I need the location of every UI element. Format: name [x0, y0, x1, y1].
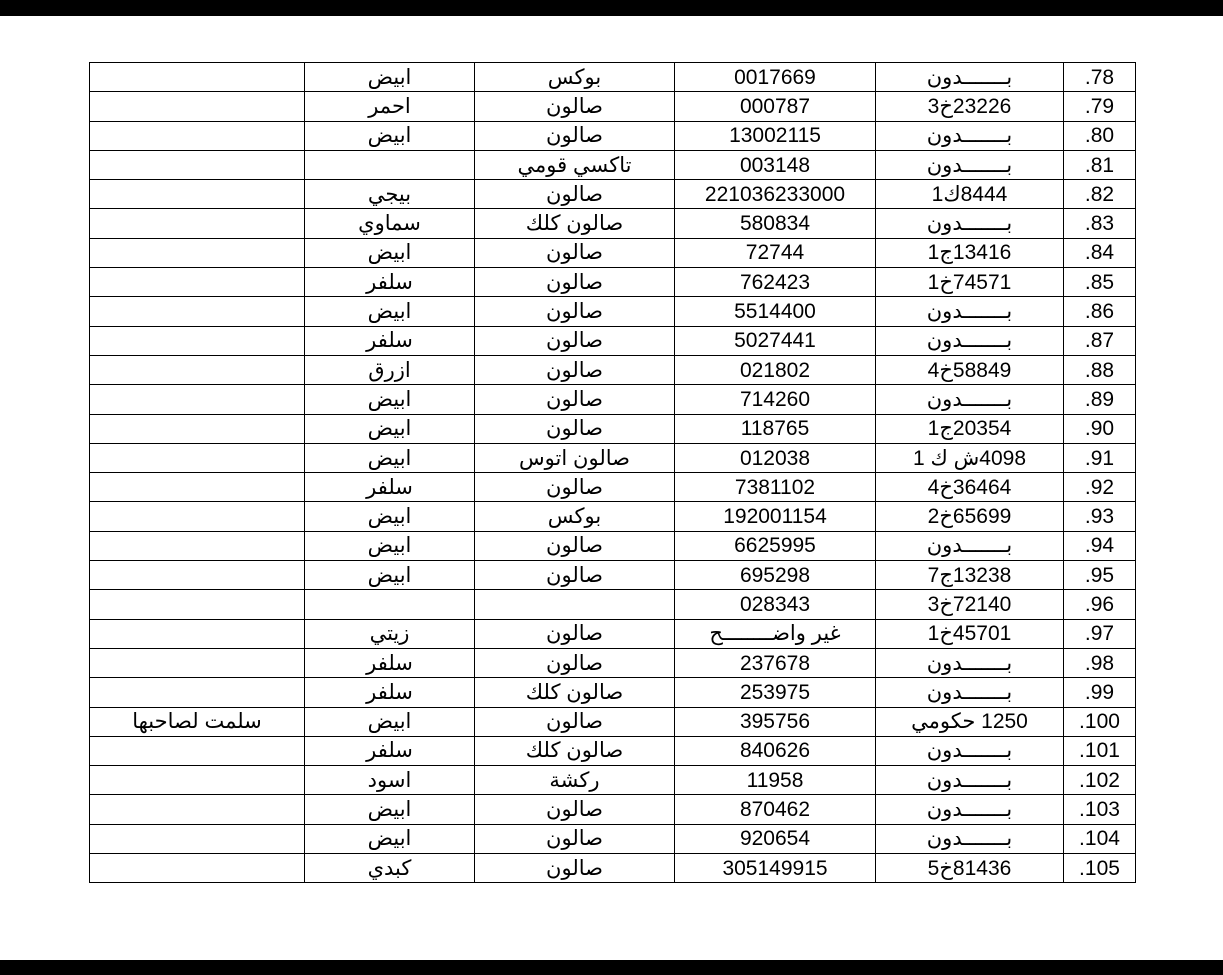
- table-row: [90, 707, 1136, 736]
- table-row: [90, 473, 1136, 502]
- serial-number-cell: 5027441: [675, 326, 876, 355]
- note-cell: [90, 443, 305, 472]
- serial-number-cell: 714260: [675, 385, 876, 414]
- plate-number-cell: بـــــــدون: [876, 63, 1064, 92]
- row-number-cell: 104.: [1064, 824, 1136, 853]
- row-number-cell: 98.: [1064, 648, 1136, 677]
- top-black-border: [0, 0, 1223, 16]
- note-cell: [90, 385, 305, 414]
- note-cell: [90, 238, 305, 267]
- serial-number-cell: 5514400: [675, 297, 876, 326]
- serial-number-cell: 6625995: [675, 531, 876, 560]
- vehicle-type-cell: صالون: [475, 648, 675, 677]
- plate-number-cell: بـــــــدون: [876, 297, 1064, 326]
- plate-number-cell: 13238ج7: [876, 561, 1064, 590]
- row-number-cell: 83.: [1064, 209, 1136, 238]
- vehicle-type-cell: صالون كلك: [475, 678, 675, 707]
- color-cell: سماوي: [305, 209, 475, 238]
- plate-number-cell: بـــــــدون: [876, 385, 1064, 414]
- records-table: [89, 62, 1136, 883]
- vehicle-type-cell: صالون: [475, 473, 675, 502]
- plate-number-cell: بـــــــدون: [876, 150, 1064, 179]
- table-row: [90, 531, 1136, 560]
- color-cell: ازرق: [305, 355, 475, 384]
- note-cell: [90, 648, 305, 677]
- note-cell: [90, 121, 305, 150]
- vehicle-type-cell: صالون: [475, 619, 675, 648]
- row-number-cell: 90.: [1064, 414, 1136, 443]
- row-number-cell: 94.: [1064, 531, 1136, 560]
- serial-number-cell: 920654: [675, 824, 876, 853]
- table-row: [90, 824, 1136, 853]
- serial-number-cell: 192001154: [675, 502, 876, 531]
- plate-number-cell: 65699خ2: [876, 502, 1064, 531]
- note-cell: [90, 854, 305, 883]
- vehicle-type-cell: صالون: [475, 297, 675, 326]
- table-row: [90, 590, 1136, 619]
- vehicle-type-cell: صالون: [475, 707, 675, 736]
- plate-number-cell: بـــــــدون: [876, 678, 1064, 707]
- note-cell: [90, 150, 305, 179]
- plate-number-cell: 20354ج1: [876, 414, 1064, 443]
- table-row: [90, 443, 1136, 472]
- vehicle-type-cell: صالون: [475, 121, 675, 150]
- plate-number-cell: بـــــــدون: [876, 326, 1064, 355]
- row-number-cell: 85.: [1064, 268, 1136, 297]
- table-row: [90, 736, 1136, 765]
- table-row: [90, 795, 1136, 824]
- table-row: [90, 619, 1136, 648]
- serial-number-cell: 237678: [675, 648, 876, 677]
- table-row: [90, 502, 1136, 531]
- vehicle-type-cell: صالون: [475, 180, 675, 209]
- serial-number-cell: 003148: [675, 150, 876, 179]
- vehicle-type-cell: صالون: [475, 824, 675, 853]
- note-cell: [90, 619, 305, 648]
- color-cell: ابيض: [305, 385, 475, 414]
- table-row: [90, 648, 1136, 677]
- note-cell: [90, 531, 305, 560]
- serial-number-cell: 840626: [675, 736, 876, 765]
- serial-number-cell: 305149915: [675, 854, 876, 883]
- serial-number-cell: 012038: [675, 443, 876, 472]
- row-number-cell: 91.: [1064, 443, 1136, 472]
- plate-number-cell: 1250 حكومي: [876, 707, 1064, 736]
- vehicle-type-cell: بوكس: [475, 502, 675, 531]
- plate-number-cell: بـــــــدون: [876, 824, 1064, 853]
- color-cell: كبدي: [305, 854, 475, 883]
- plate-number-cell: 4098ش ك 1: [876, 443, 1064, 472]
- row-number-cell: 84.: [1064, 238, 1136, 267]
- table-row: [90, 355, 1136, 384]
- bottom-black-border: [0, 960, 1223, 975]
- plate-number-cell: بـــــــدون: [876, 766, 1064, 795]
- color-cell: ابيض: [305, 795, 475, 824]
- vehicle-type-cell: بوكس: [475, 63, 675, 92]
- color-cell: [305, 150, 475, 179]
- color-cell: بيجي: [305, 180, 475, 209]
- color-cell: سلفر: [305, 326, 475, 355]
- table-row: [90, 678, 1136, 707]
- color-cell: ابيض: [305, 238, 475, 267]
- plate-number-cell: 36464خ4: [876, 473, 1064, 502]
- table-row: [90, 121, 1136, 150]
- color-cell: سلفر: [305, 268, 475, 297]
- color-cell: سلفر: [305, 648, 475, 677]
- vehicle-type-cell: صالون: [475, 385, 675, 414]
- serial-number-cell: غير واضــــــــح: [675, 619, 876, 648]
- vehicle-type-cell: صالون: [475, 414, 675, 443]
- row-number-cell: 78.: [1064, 63, 1136, 92]
- row-number-cell: 96.: [1064, 590, 1136, 619]
- table-row: [90, 209, 1136, 238]
- color-cell: ابيض: [305, 707, 475, 736]
- plate-number-cell: 8444ك1: [876, 180, 1064, 209]
- row-number-cell: 103.: [1064, 795, 1136, 824]
- vehicle-type-cell: صالون: [475, 92, 675, 121]
- color-cell: [305, 590, 475, 619]
- color-cell: ابيض: [305, 414, 475, 443]
- note-cell: [90, 736, 305, 765]
- table-row: [90, 297, 1136, 326]
- serial-number-cell: 11958: [675, 766, 876, 795]
- color-cell: اسود: [305, 766, 475, 795]
- table-row: [90, 268, 1136, 297]
- row-number-cell: 86.: [1064, 297, 1136, 326]
- row-number-cell: 87.: [1064, 326, 1136, 355]
- color-cell: ابيض: [305, 443, 475, 472]
- row-number-cell: 82.: [1064, 180, 1136, 209]
- serial-number-cell: 0017669: [675, 63, 876, 92]
- table-row: [90, 385, 1136, 414]
- note-cell: [90, 473, 305, 502]
- row-number-cell: 80.: [1064, 121, 1136, 150]
- note-cell: [90, 824, 305, 853]
- records-table-body: [90, 63, 1136, 883]
- note-cell: [90, 92, 305, 121]
- plate-number-cell: 45701خ1: [876, 619, 1064, 648]
- row-number-cell: 101.: [1064, 736, 1136, 765]
- vehicle-type-cell: صالون: [475, 326, 675, 355]
- vehicle-type-cell: صالون اتوس: [475, 443, 675, 472]
- color-cell: زيتي: [305, 619, 475, 648]
- row-number-cell: 105.: [1064, 854, 1136, 883]
- note-cell: [90, 326, 305, 355]
- row-number-cell: 93.: [1064, 502, 1136, 531]
- table-row: [90, 63, 1136, 92]
- table-row: [90, 414, 1136, 443]
- vehicle-type-cell: [475, 590, 675, 619]
- vehicle-type-cell: صالون: [475, 531, 675, 560]
- row-number-cell: 102.: [1064, 766, 1136, 795]
- vehicle-type-cell: تاكسي قومي: [475, 150, 675, 179]
- note-cell: [90, 561, 305, 590]
- table-row: [90, 326, 1136, 355]
- note-cell: [90, 795, 305, 824]
- row-number-cell: 79.: [1064, 92, 1136, 121]
- vehicle-type-cell: صالون: [475, 854, 675, 883]
- plate-number-cell: بـــــــدون: [876, 121, 1064, 150]
- row-number-cell: 81.: [1064, 150, 1136, 179]
- serial-number-cell: 580834: [675, 209, 876, 238]
- note-cell: [90, 63, 305, 92]
- plate-number-cell: بـــــــدون: [876, 795, 1064, 824]
- row-number-cell: 95.: [1064, 561, 1136, 590]
- serial-number-cell: 13002115: [675, 121, 876, 150]
- color-cell: ابيض: [305, 531, 475, 560]
- row-number-cell: 92.: [1064, 473, 1136, 502]
- serial-number-cell: 221036233000: [675, 180, 876, 209]
- note-cell: [90, 502, 305, 531]
- serial-number-cell: 870462: [675, 795, 876, 824]
- row-number-cell: 99.: [1064, 678, 1136, 707]
- color-cell: ابيض: [305, 63, 475, 92]
- note-cell: [90, 590, 305, 619]
- table-row: [90, 561, 1136, 590]
- table-row: [90, 92, 1136, 121]
- plate-number-cell: 72140خ3: [876, 590, 1064, 619]
- table-row: [90, 180, 1136, 209]
- vehicle-type-cell: صالون: [475, 238, 675, 267]
- serial-number-cell: 72744: [675, 238, 876, 267]
- note-cell: سلمت لصاحبها: [90, 707, 305, 736]
- plate-number-cell: 23226خ3: [876, 92, 1064, 121]
- note-cell: [90, 297, 305, 326]
- document-page: [0, 16, 1223, 960]
- color-cell: احمر: [305, 92, 475, 121]
- color-cell: ابيض: [305, 297, 475, 326]
- note-cell: [90, 209, 305, 238]
- table-row: [90, 150, 1136, 179]
- plate-number-cell: 13416ج1: [876, 238, 1064, 267]
- vehicle-type-cell: صالون: [475, 355, 675, 384]
- row-number-cell: 89.: [1064, 385, 1136, 414]
- row-number-cell: 100.: [1064, 707, 1136, 736]
- note-cell: [90, 268, 305, 297]
- plate-number-cell: 74571خ1: [876, 268, 1064, 297]
- color-cell: سلفر: [305, 678, 475, 707]
- vehicle-type-cell: صالون: [475, 561, 675, 590]
- serial-number-cell: 695298: [675, 561, 876, 590]
- serial-number-cell: 000787: [675, 92, 876, 121]
- vehicle-type-cell: صالون كلك: [475, 209, 675, 238]
- plate-number-cell: بـــــــدون: [876, 648, 1064, 677]
- serial-number-cell: 021802: [675, 355, 876, 384]
- vehicle-type-cell: صالون: [475, 268, 675, 297]
- serial-number-cell: 762423: [675, 268, 876, 297]
- note-cell: [90, 355, 305, 384]
- plate-number-cell: بـــــــدون: [876, 531, 1064, 560]
- plate-number-cell: بـــــــدون: [876, 209, 1064, 238]
- color-cell: ابيض: [305, 121, 475, 150]
- plate-number-cell: 81436خ5: [876, 854, 1064, 883]
- vehicle-type-cell: ركشة: [475, 766, 675, 795]
- note-cell: [90, 678, 305, 707]
- table-row: [90, 854, 1136, 883]
- table-row: [90, 766, 1136, 795]
- color-cell: ابيض: [305, 502, 475, 531]
- vehicle-type-cell: صالون كلك: [475, 736, 675, 765]
- note-cell: [90, 180, 305, 209]
- serial-number-cell: 118765: [675, 414, 876, 443]
- color-cell: سلفر: [305, 736, 475, 765]
- serial-number-cell: 7381102: [675, 473, 876, 502]
- row-number-cell: 88.: [1064, 355, 1136, 384]
- table-row: [90, 238, 1136, 267]
- plate-number-cell: 58849خ4: [876, 355, 1064, 384]
- note-cell: [90, 766, 305, 795]
- serial-number-cell: 028343: [675, 590, 876, 619]
- color-cell: ابيض: [305, 824, 475, 853]
- color-cell: ابيض: [305, 561, 475, 590]
- vehicle-type-cell: صالون: [475, 795, 675, 824]
- row-number-cell: 97.: [1064, 619, 1136, 648]
- plate-number-cell: بـــــــدون: [876, 736, 1064, 765]
- serial-number-cell: 253975: [675, 678, 876, 707]
- color-cell: سلفر: [305, 473, 475, 502]
- note-cell: [90, 414, 305, 443]
- serial-number-cell: 395756: [675, 707, 876, 736]
